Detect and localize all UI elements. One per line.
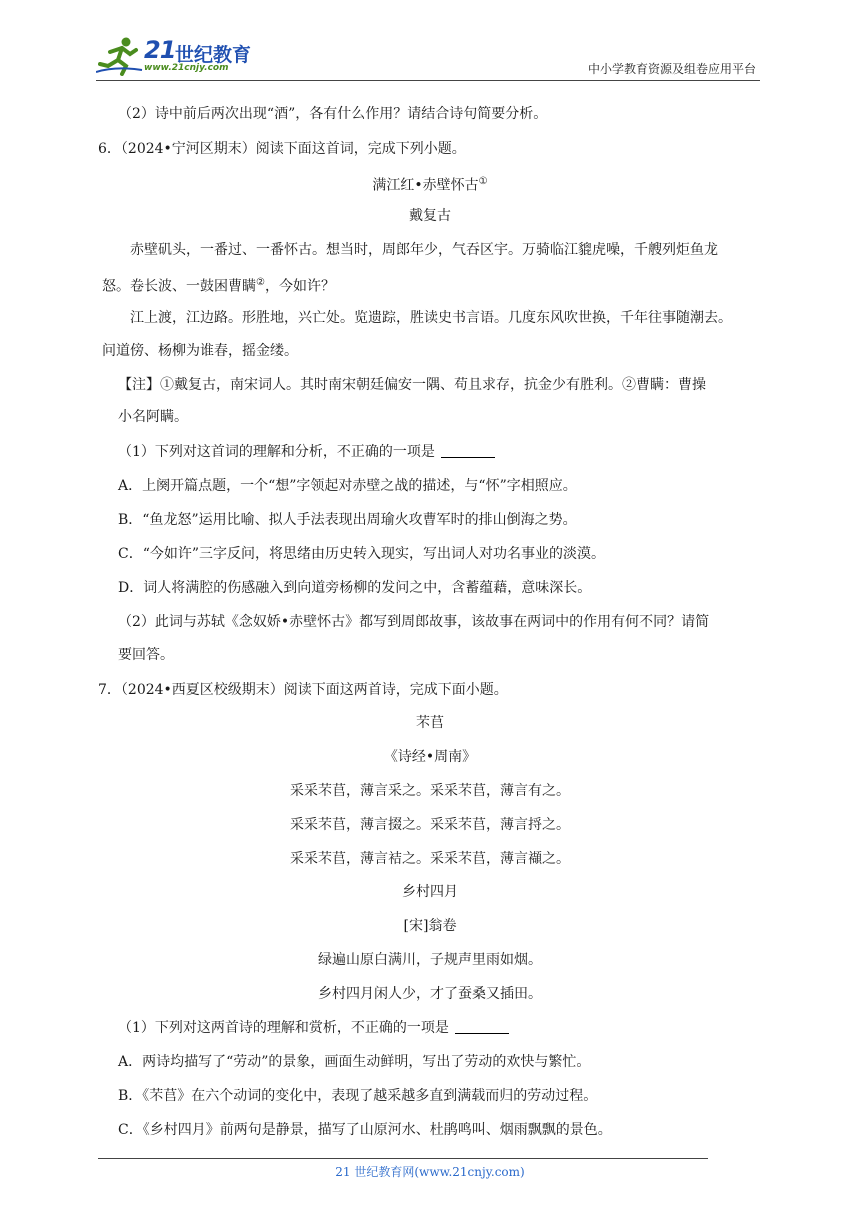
- logo-url: www.21cnjy.com: [144, 63, 229, 73]
- q6-poem-line: 问道傍、杨柳为谁春，摇金缕。: [102, 343, 298, 359]
- footer-link[interactable]: 21 世纪教育网(www.21cnjy.com): [335, 1165, 525, 1179]
- q6-note: 小名阿瞒。: [118, 409, 188, 425]
- q6-poem-text: 怒。卷长波、一鼓困曹瞒: [102, 278, 256, 295]
- q6-option-a: A．上阕开篇点题，一个“想”字领起对赤壁之战的描述，与“怀”字相照应。: [118, 478, 577, 494]
- q6-poem-line: [102, 273, 335, 297]
- q7-poem1-line: 采采芣苢，薄言袺之。采采芣苢，薄言襭之。: [290, 851, 570, 867]
- page-header: [96, 34, 756, 78]
- header-divider: [96, 80, 760, 81]
- logo-number: 21: [144, 36, 176, 64]
- q6-intro: 6．（2024•宁河区期末）阅读下面这首词，完成下列小题。: [98, 141, 466, 157]
- q7-poem2-line: 绿遍山原白满川，子规声里雨如烟。: [318, 952, 542, 968]
- q7-poem2-author: [宋]翁卷: [403, 918, 457, 934]
- q7-option-a: A．两诗均描写了“劳动”的景象，画面生动鲜明，写出了劳动的欢快与繁忙。: [118, 1054, 591, 1070]
- answer-blank[interactable]: [455, 1019, 509, 1034]
- q6-subquestion-1: [118, 442, 495, 462]
- q6-poem-line: 江上渡，江边路。形胜地，兴亡处。览遗踪，胜读史书言语。几度东风吹世换，千年往事随潮去。: [130, 310, 732, 326]
- footer-divider: [98, 1158, 708, 1159]
- q6-footnote-mark: ②: [256, 277, 265, 288]
- q7-subquestion-1: [118, 1018, 509, 1038]
- answer-blank[interactable]: [441, 443, 495, 458]
- q7-poem1-title: 芣苢: [416, 715, 444, 731]
- logo-name: 世纪教育: [175, 44, 252, 66]
- runner-logo-icon: [96, 36, 144, 76]
- q6-subquestion-2: （2）此词与苏轼《念奴娇•赤壁怀古》都写到周郎故事，该故事在两词中的作用有何不同？请简: [118, 614, 710, 630]
- q5-subquestion-2: （2）诗中前后两次出现“酒”，各有什么作用？请结合诗句简要分析。: [118, 106, 548, 122]
- q6-option-b: B．“鱼龙怒”运用比喻、拟人手法表现出周瑜火攻曹军时的排山倒海之势。: [118, 512, 577, 528]
- q7-subquestion-1-text: （1）下列对这两首诗的理解和赏析，不正确的一项是: [118, 1020, 449, 1036]
- q7-intro: 7．（2024•西夏区校级期末）阅读下面这两首诗，完成下面小题。: [98, 682, 508, 698]
- site-logo[interactable]: [96, 34, 266, 78]
- q7-poem1-line: 采采芣苢，薄言采之。采采芣苢，薄言有之。: [290, 783, 570, 799]
- q7-poem1-source: 《诗经•周南》: [383, 749, 477, 765]
- q7-option-c: C．《乡村四月》前两句是静景，描写了山原河水、杜鹃鸣叫、烟雨飘飘的景色。: [118, 1122, 612, 1138]
- q6-option-d: D．词人将满腔的伤感融入到向道旁杨柳的发问之中，含蓄蕴藉，意味深长。: [118, 580, 592, 596]
- q7-poem1-line: 采采芣苢，薄言掇之。采采芣苢，薄言捋之。: [290, 817, 570, 833]
- q6-poem-text: ，今如许？: [264, 278, 335, 295]
- q7-poem2-line: 乡村四月闲人少，才了蚕桑又插田。: [318, 986, 542, 1002]
- q6-poem-author: 戴复古: [409, 208, 451, 224]
- q6-subquestion-1-text: （1）下列对这首词的理解和分析，不正确的一项是: [118, 444, 435, 460]
- q6-subquestion-2: 要回答。: [118, 647, 174, 663]
- q6-poem-line: 赤壁矶头，一番过、一番怀古。想当时，周郎年少，气吞区宇。万骑临江貔虎噪，千艘列炬鱼龙: [130, 242, 718, 258]
- q6-option-c: C．“今如许”三字反问，将思绪由历史转入现实，写出词人对功名事业的淡漠。: [118, 546, 606, 562]
- platform-tagline: 中小学教育资源及组卷应用平台: [587, 62, 756, 76]
- q6-title-text: 满江红•赤壁怀古: [372, 177, 479, 194]
- q6-poem-title: [0, 172, 860, 196]
- q7-poem2-title: 乡村四月: [402, 884, 458, 900]
- q6-title-footnote-mark: ①: [478, 176, 488, 187]
- q7-option-b: B．《芣苢》在六个动词的变化中，表现了越采越多直到满载而归的劳动过程。: [118, 1088, 598, 1104]
- q6-note: 【注】①戴复古，南宋词人。其时南宋朝廷偏安一隅、苟且求存，抗金少有胜利。②曹瞒：曹操: [118, 377, 706, 393]
